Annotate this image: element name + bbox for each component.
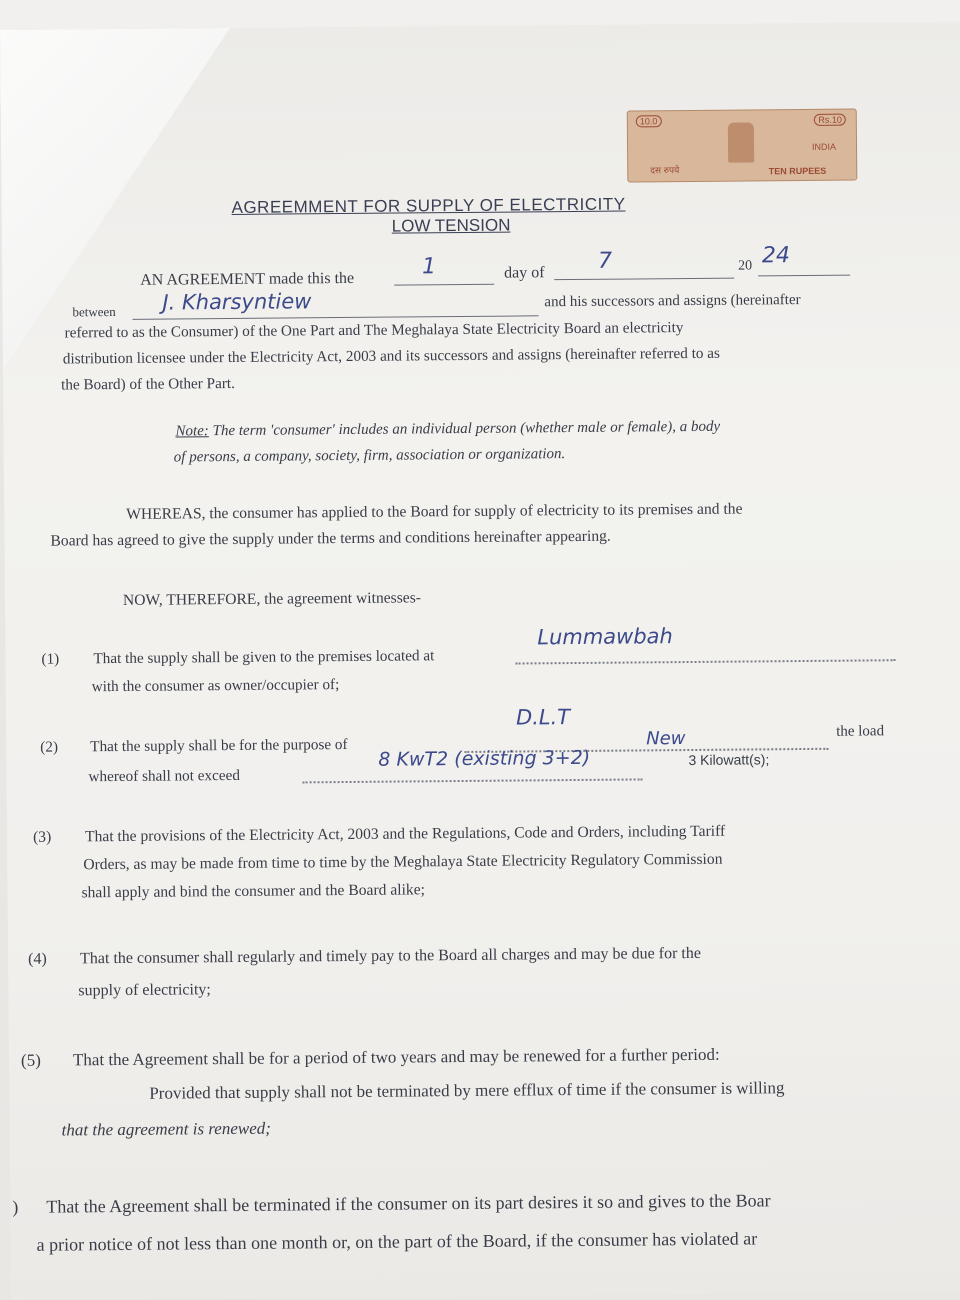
clause-5-number: (5) xyxy=(20,1050,41,1070)
purpose-handwritten: D.L.T xyxy=(515,705,571,730)
load-handwritten: 8 KwT2 (existing 3+2) xyxy=(378,746,591,771)
preamble-line3: referred to as the Consumer) of the One Part and The Meghalaya State Electricity Board an electricity xyxy=(64,319,684,342)
location-dotted-line xyxy=(516,659,896,664)
note-line2: of persons, a company, society, firm, association or organization. xyxy=(173,446,566,466)
clause-1-number: (1) xyxy=(41,650,60,668)
clause-4-number: (4) xyxy=(28,950,47,968)
consumer-name-handwritten: J. Kharsyntiew xyxy=(162,289,312,315)
day-handwritten: 1 xyxy=(421,254,437,280)
clause-4-line2: supply of electricity; xyxy=(78,981,211,1000)
preamble-line1-start: AN AGREEMENT made this the xyxy=(140,269,355,289)
clause-5-line1: That the Agreement shall be for a period of two years and may be renewed for a further period: xyxy=(72,1044,720,1070)
load-new-handwritten: New xyxy=(646,728,686,750)
note-line1 xyxy=(175,418,720,442)
load-unit: 3 Kilowatt(s); xyxy=(688,751,770,769)
document-title: AGREEMMENT FOR SUPPLY OF ELECTRICITY xyxy=(231,194,626,217)
preamble-line4: distribution licensee under the Electricity Act, 2003 and its successors and assigns (hereinafter referred to as xyxy=(62,344,721,368)
stamp-country: INDIA xyxy=(811,141,837,152)
agreement-document xyxy=(0,22,960,1300)
clause-1-line2: with the consumer as owner/occupier of; xyxy=(91,676,340,696)
stamp-value-words: TEN RUPEES xyxy=(768,165,827,177)
location-handwritten: Lummawbah xyxy=(537,624,673,650)
preamble-line2-tail: and his successors and assigns (hereinafter xyxy=(544,292,801,311)
month-underline xyxy=(554,278,734,281)
clause-3-line3: shall apply and bind the consumer and the Board alike; xyxy=(81,881,425,902)
clause-2-line2: whereof shall not exceed xyxy=(88,766,240,786)
year-underline xyxy=(758,275,850,277)
between-label: between xyxy=(72,304,116,320)
clause-1-line1: That the supply shall be given to the premises located at xyxy=(93,647,435,668)
whereas-line1: WHEREAS, the consumer has applied to the Board for supply of electricity to its premises and the xyxy=(126,500,743,523)
preamble-day-of: day of xyxy=(504,264,545,282)
revenue-stamp xyxy=(627,109,858,183)
now-therefore: NOW, THEREFORE, the agreement witnesses- xyxy=(122,589,422,609)
clause-5-line3: that the agreement is renewed; xyxy=(61,1118,271,1140)
clause-4-line1: That the consumer shall regularly and timely pay to the Board all charges and may be due for the xyxy=(80,944,702,968)
clause-2-number: (2) xyxy=(40,738,59,756)
clause-6-line2: a prior notice of not less than one month or, on the part of the Board, if the consumer has violated ar xyxy=(36,1228,758,1255)
document-subtitle: LOW TENSION xyxy=(391,215,511,236)
national-emblem-icon xyxy=(728,122,754,162)
clause-3-line1: That the provisions of the Electricity Act, 2003 and the Regulations, Code and Orders, including Tariff xyxy=(84,822,726,846)
preamble-line5: the Board) of the Other Part. xyxy=(61,374,235,394)
note-label: Note: xyxy=(175,423,209,440)
clause-5-line2: Provided that supply shall not be terminated by mere efflux of time if the consumer is willing xyxy=(149,1078,785,1103)
stamp-value-left: 10.0 xyxy=(636,115,662,127)
load-dotted-line xyxy=(303,778,643,783)
clause-6-line1: That the Agreement shall be terminated if the consumer on its part desires it so and gives to the Boar xyxy=(46,1190,771,1217)
year-handwritten: 24 xyxy=(761,243,791,269)
clause-3-number: (3) xyxy=(32,828,52,846)
whereas-line2: Board has agreed to give the supply under the terms and conditions hereinafter appearing. xyxy=(50,527,611,550)
month-handwritten: 7 xyxy=(597,248,613,274)
stamp-value-right: Rs.10 xyxy=(814,114,846,126)
day-underline xyxy=(394,284,494,286)
clause-2-line1: That the supply shall be for the purpose of xyxy=(90,735,348,756)
note-text-1: The term 'consumer' includes an individual person (whether male or female), a body xyxy=(212,418,721,440)
stamp-hindi-text: दस रुपये xyxy=(650,165,680,176)
clause-3-line2: Orders, as may be made from time to time by the Meghalaya State Electricity Regulatory Commission xyxy=(83,850,723,874)
clause-2-load-label: the load xyxy=(836,723,885,740)
year-prefix: 20 xyxy=(738,258,753,274)
clause-6-number: ) xyxy=(12,1196,19,1217)
